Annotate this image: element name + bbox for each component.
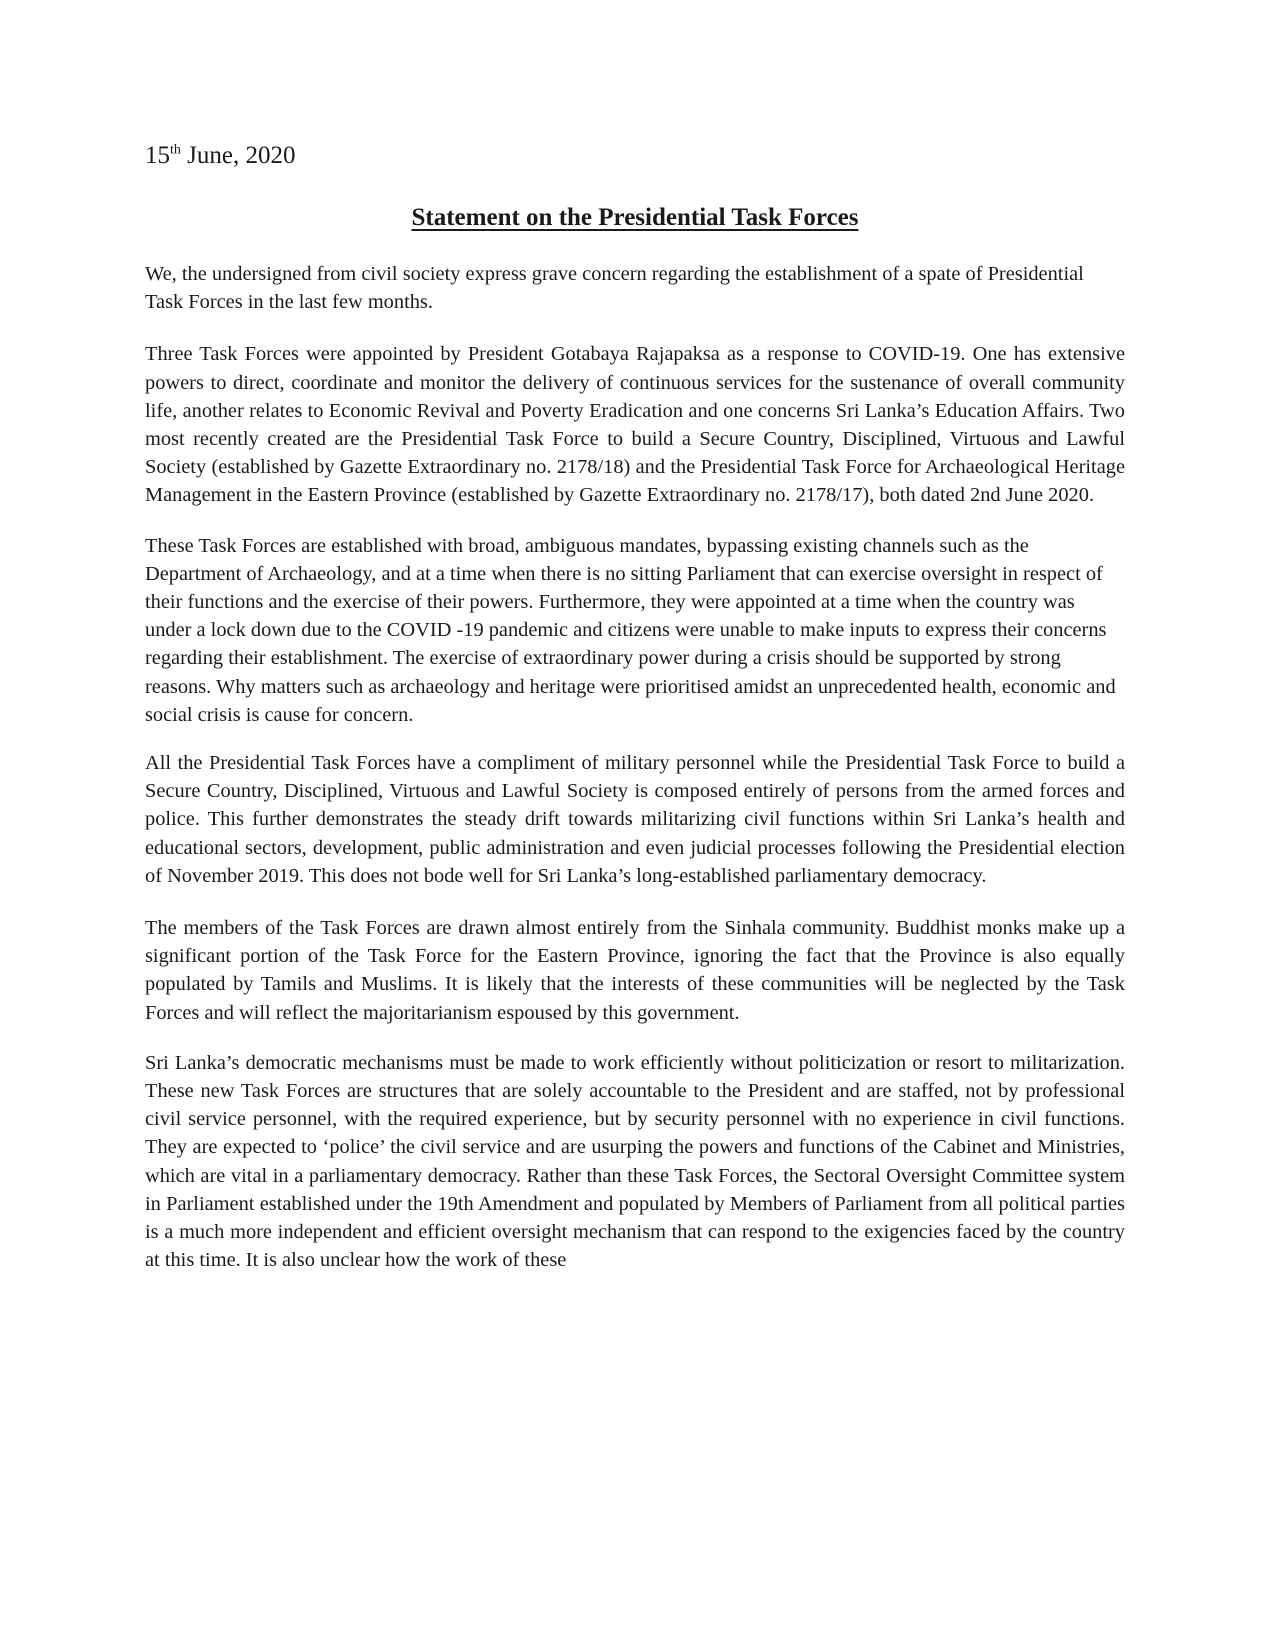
date-suffix: th	[170, 142, 181, 158]
paragraph-task-forces-appointed: Three Task Forces were appointed by President Gotabaya Rajapaksa as a response to COVID-19. One has extensive powers to direct, coordinate and monitor the delivery of continuous services for the sustenance of overall community life, another relates to Economic Revival and Poverty Eradication and one concerns Sri Lanka’s Education Affairs. Two most recently created are the Presidential Task Force to build a Secure Country, Disciplined, Virtuous and Lawful Society (established by Gazette Extraordinary no. 2178/18) and the Presidential Task Force for Archaeological Heritage Management in the Eastern Province (established by Gazette Extraordinary no. 2178/17), both dated 2nd June 2020.	[145, 343, 1125, 507]
date-rest: June, 2020	[180, 142, 296, 169]
paragraph-military-personnel: All the Presidential Task Forces have a compliment of military personnel while the Presidential Task Force to build a Secure Country, Disciplined, Virtuous and Lawful Society is composed entirely of persons from the armed forces and police. This further demonstrates the steady drift towards militarizing civil functions within Sri Lanka’s health and educational sectors, development, public administration and even judicial processes following the Presidential election of November 2019. This does not bode well for Sri Lanka’s long-established parliamentary democracy.	[145, 752, 1125, 887]
document-title: Statement on the Presidential Task Forces	[411, 204, 859, 231]
date-day: 15	[145, 142, 170, 169]
paragraph-sinhala-community: The members of the Task Forces are drawn almost entirely from the Sinhala community. Buddhist monks make up a significant portion of the Task Force for the Eastern Province, ignoring the fact that the Province is also equally populated by Tamils and Muslims. It is likely that the interests of these communities will be neglected by the Task Forces and will reflect the majoritarianism espoused by this government.	[145, 917, 1125, 1024]
document-page	[145, 138, 1125, 1275]
paragraph-intro: We, the undersigned from civil society express grave concern regarding the establishment of a spate of Presidential Task Forces in the last few months.	[145, 263, 1084, 314]
paragraph-broad-mandates: These Task Forces are established with broad, ambiguous mandates, bypassing existing channels such as the Department of Archaeology, and at a time when there is no sitting Parliament that can exercise oversight in respect of their functions and the exercise of their powers. Furthermore, they were appointed at a time when the country was under a lock down due to the COVID -19 pandemic and citizens were unable to make inputs to express their concerns regarding their establishment. The exercise of extraordinary power during a crisis should be supported by strong reasons. Why matters such as archaeology and heritage were prioritised amidst an unprecedented health, economic and social crisis is cause for concern.	[145, 534, 1116, 726]
paragraph-democratic-mechanisms: Sri Lanka’s democratic mechanisms must be made to work efficiently without politicization or resort to militarization. These new Task Forces are structures that are solely accountable to the President and are staffed, not by professional civil service personnel, with the required experience, but by security personnel with no experience in civil functions. They are expected to ‘police’ the civil service and are usurping the powers and functions of the Cabinet and Ministries, which are vital in a parliamentary democracy. Rather than these Task Forces, the Sectoral Oversight Committee system in Parliament established under the 19th Amendment and populated by Members of Parliament from all political parties is a much more independent and efficient oversight mechanism that can respond to the exigencies faced by the country at this time. It is also unclear how the work of these	[145, 1051, 1125, 1272]
document-date	[145, 138, 1125, 174]
